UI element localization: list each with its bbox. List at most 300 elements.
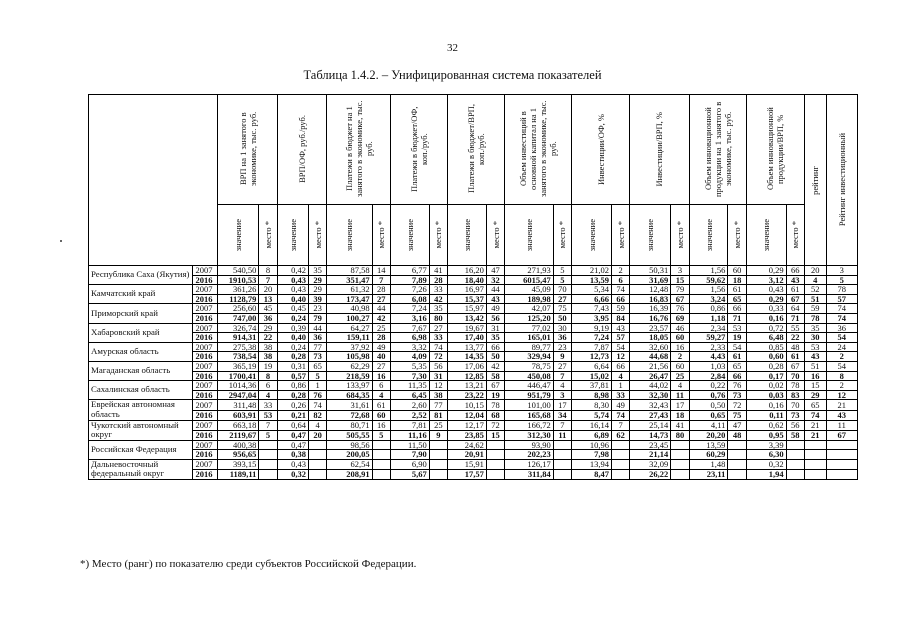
scan-speck	[60, 240, 62, 242]
value-cell: 13,94	[572, 459, 612, 469]
indicator-header	[277, 95, 327, 205]
year-cell: 2007	[192, 285, 218, 295]
indicator-title: Объем инновационной продукции на 1 занятого в экономике, тыс. руб.	[702, 101, 733, 197]
value-cell: 0,50	[689, 400, 728, 410]
table-row	[89, 323, 858, 333]
value-cell: 5,35	[390, 361, 429, 371]
value-cell: 0,38	[277, 450, 308, 460]
place-cell: 65	[728, 294, 746, 304]
place-cell: 44	[486, 285, 504, 295]
subheader-label: значение	[344, 218, 355, 251]
place-cell: 74	[611, 285, 629, 295]
value-cell: 166,72	[505, 420, 554, 430]
value-cell: 19,67	[448, 323, 487, 333]
value-cell: 23,22	[448, 390, 487, 400]
table-caption: Таблица 1.4.2. – Унифицированная система показателей	[303, 68, 602, 82]
value-cell: 20,91	[448, 450, 487, 460]
place-cell: 58	[486, 371, 504, 381]
place-cell: 61	[728, 285, 746, 295]
value-cell: 21,02	[572, 266, 612, 276]
place-cell: 30	[553, 323, 571, 333]
value-cell: 11,50	[390, 440, 429, 450]
place-cell: 58	[786, 430, 804, 440]
value-cell: 1014,36	[218, 381, 259, 391]
value-cell: 13,21	[448, 381, 487, 391]
region-name: Республика Саха (Якутия)	[89, 266, 193, 285]
place-cell: 38	[429, 390, 447, 400]
place-cell	[553, 450, 571, 460]
place-subheader	[259, 204, 277, 265]
rating-cell: 51	[804, 361, 826, 371]
rating-cell	[826, 440, 857, 450]
place-cell: 7	[611, 420, 629, 430]
indicator-title: Объем инновационной продукции/ВРП, %	[765, 107, 786, 191]
year-cell: 2016	[192, 450, 218, 460]
place-cell: 81	[429, 410, 447, 420]
value-cell: 13,59	[572, 275, 612, 285]
place-cell: 67	[671, 294, 689, 304]
place-cell: 55	[786, 323, 804, 333]
place-cell: 66	[611, 294, 629, 304]
value-cell: 101,00	[505, 400, 554, 410]
place-cell: 5	[553, 266, 571, 276]
place-cell: 42	[372, 313, 390, 323]
value-cell: 361,26	[218, 285, 259, 295]
value-cell: 0,39	[277, 323, 308, 333]
place-cell: 7	[259, 275, 277, 285]
place-subheader	[786, 204, 804, 265]
value-cell: 16,20	[448, 266, 487, 276]
value-cell: 0,76	[689, 390, 728, 400]
rating-cell: 65	[804, 400, 826, 410]
rating-cell: 16	[804, 371, 826, 381]
region-name: Российская Федерация	[89, 440, 193, 459]
value-cell: 0,42	[277, 266, 308, 276]
rating-cell: 78	[826, 285, 857, 295]
place-cell: 2	[671, 352, 689, 362]
place-cell: 16	[372, 371, 390, 381]
value-cell: 159,11	[327, 333, 372, 343]
value-cell: 311,84	[505, 469, 554, 479]
value-cell: 0,86	[277, 381, 308, 391]
table-row	[89, 400, 858, 410]
value-cell: 61,32	[327, 285, 372, 295]
indicator-title: Инвестиции/ВРП, %	[654, 112, 665, 187]
subheader-label: место *	[674, 221, 685, 249]
value-cell: 393,15	[218, 459, 259, 469]
value-cell: 78,75	[505, 361, 554, 371]
indicator-header	[218, 95, 277, 205]
place-cell: 9	[429, 430, 447, 440]
value-cell: 1189,11	[218, 469, 259, 479]
year-cell: 2016	[192, 275, 218, 285]
value-cell: 125,20	[505, 313, 554, 323]
place-cell	[553, 459, 571, 469]
value-cell: 0,32	[746, 459, 786, 469]
rating-cell: 52	[804, 285, 826, 295]
value-cell: 45,09	[505, 285, 554, 295]
place-cell: 74	[611, 410, 629, 420]
place-cell	[553, 440, 571, 450]
table-row	[89, 333, 858, 343]
rating-cell: 35	[804, 323, 826, 333]
value-cell: 275,38	[218, 342, 259, 352]
value-cell: 208,91	[327, 469, 372, 479]
rating-cell	[804, 459, 826, 469]
place-cell	[429, 450, 447, 460]
value-cell: 16,76	[630, 313, 671, 323]
place-cell: 20	[259, 285, 277, 295]
place-cell: 73	[308, 352, 326, 362]
value-cell: 1,56	[689, 266, 728, 276]
place-cell: 53	[728, 323, 746, 333]
region-name: Хабаровский край	[89, 323, 193, 342]
place-cell: 28	[429, 275, 447, 285]
place-cell: 11	[553, 430, 571, 440]
subheader-label: место *	[312, 221, 323, 249]
value-cell: 663,18	[218, 420, 259, 430]
place-cell: 4	[611, 371, 629, 381]
value-cell: 18,40	[448, 275, 487, 285]
value-cell: 365,19	[218, 361, 259, 371]
place-subheader	[372, 204, 390, 265]
table-row	[89, 469, 858, 479]
value-cell: 0,17	[746, 371, 786, 381]
place-cell: 76	[728, 381, 746, 391]
value-cell: 59,62	[689, 275, 728, 285]
value-cell: 0,60	[746, 352, 786, 362]
place-cell: 31	[429, 371, 447, 381]
place-cell: 61	[728, 352, 746, 362]
value-cell: 1910,53	[218, 275, 259, 285]
place-cell: 6	[259, 381, 277, 391]
place-cell	[259, 440, 277, 450]
value-cell: 7,67	[390, 323, 429, 333]
rating-cell: 11	[826, 420, 857, 430]
value-cell: 87,58	[327, 266, 372, 276]
rating-cell: 2	[826, 352, 857, 362]
value-cell: 2,33	[689, 342, 728, 352]
value-cell: 5,34	[572, 285, 612, 295]
place-cell	[786, 469, 804, 479]
subheader-label: значение	[287, 218, 298, 251]
place-cell: 3	[553, 390, 571, 400]
place-cell: 23	[553, 342, 571, 352]
indicator-title: Платежи в бюджет/ОФ, коп./руб.	[409, 106, 429, 192]
place-cell	[259, 450, 277, 460]
value-cell: 0,02	[746, 381, 786, 391]
place-cell: 34	[553, 410, 571, 420]
place-cell: 68	[486, 410, 504, 420]
value-cell: 6,45	[390, 390, 429, 400]
value-cell: 7,24	[572, 333, 612, 343]
header-corner	[89, 95, 218, 266]
value-cell: 12,85	[448, 371, 487, 381]
value-cell: 105,98	[327, 352, 372, 362]
place-cell: 28	[372, 285, 390, 295]
place-cell: 79	[308, 313, 326, 323]
value-cell: 540,50	[218, 266, 259, 276]
place-cell	[611, 440, 629, 450]
place-cell: 4	[308, 420, 326, 430]
place-cell: 7	[259, 420, 277, 430]
place-cell: 36	[308, 333, 326, 343]
place-cell	[671, 459, 689, 469]
value-cell: 0,26	[277, 400, 308, 410]
place-cell: 6	[611, 275, 629, 285]
place-cell: 67	[786, 294, 804, 304]
place-cell: 12	[611, 352, 629, 362]
place-cell: 13	[259, 294, 277, 304]
subheader-label: значение	[461, 218, 472, 251]
place-cell: 19	[728, 333, 746, 343]
value-cell: 32,43	[630, 400, 671, 410]
value-cell: 0,72	[746, 323, 786, 333]
place-cell: 43	[786, 275, 804, 285]
place-cell: 84	[611, 313, 629, 323]
value-cell: 0,43	[746, 285, 786, 295]
place-cell: 56	[786, 420, 804, 430]
place-cell	[553, 469, 571, 479]
year-cell: 2016	[192, 390, 218, 400]
year-cell: 2007	[192, 381, 218, 391]
rating-cell: 54	[826, 361, 857, 371]
value-cell: 0,24	[277, 313, 308, 323]
value-cell: 7,26	[390, 285, 429, 295]
value-cell: 2,52	[390, 410, 429, 420]
value-cell: 0,64	[277, 420, 308, 430]
value-cell: 0,24	[277, 342, 308, 352]
value-cell: 98,56	[327, 440, 372, 450]
value-cell: 8,98	[572, 390, 612, 400]
place-cell: 50	[486, 352, 504, 362]
table-row	[89, 294, 858, 304]
value-cell: 6,77	[390, 266, 429, 276]
place-cell: 25	[429, 420, 447, 430]
value-cell: 165,01	[505, 333, 554, 343]
place-cell: 61	[786, 285, 804, 295]
value-cell: 5,67	[390, 469, 429, 479]
rating-cell: 21	[804, 430, 826, 440]
place-cell: 33	[259, 400, 277, 410]
place-cell: 4	[671, 381, 689, 391]
place-cell: 6	[372, 381, 390, 391]
place-cell: 69	[671, 313, 689, 323]
subheader-label: место *	[557, 221, 568, 249]
value-cell: 189,98	[505, 294, 554, 304]
value-cell: 32,60	[630, 342, 671, 352]
value-cell: 0,21	[277, 410, 308, 420]
place-cell: 1	[308, 381, 326, 391]
value-cell: 505,55	[327, 430, 372, 440]
value-cell: 31,69	[630, 275, 671, 285]
value-cell: 329,94	[505, 352, 554, 362]
place-cell: 5	[259, 430, 277, 440]
place-cell	[486, 469, 504, 479]
value-cell: 4,09	[390, 352, 429, 362]
value-cell: 0,16	[746, 313, 786, 323]
value-cell: 173,47	[327, 294, 372, 304]
place-cell: 8	[259, 371, 277, 381]
value-cell: 37,92	[327, 342, 372, 352]
place-cell: 82	[308, 410, 326, 420]
place-cell: 15	[486, 430, 504, 440]
value-cell: 0,47	[277, 430, 308, 440]
value-cell: 14,73	[630, 430, 671, 440]
rating-cell: 54	[826, 333, 857, 343]
value-cell: 77,02	[505, 323, 554, 333]
rating-cell: 3	[826, 266, 857, 276]
value-cell: 951,79	[505, 390, 554, 400]
place-cell: 33	[429, 333, 447, 343]
place-cell	[671, 450, 689, 460]
value-cell: 3,32	[390, 342, 429, 352]
value-cell: 1,18	[689, 313, 728, 323]
year-cell: 2007	[192, 459, 218, 469]
place-cell: 45	[259, 304, 277, 314]
subheader-label: место *	[433, 221, 444, 249]
value-cell: 59,27	[689, 333, 728, 343]
place-cell: 33	[429, 285, 447, 295]
value-cell: 23,85	[448, 430, 487, 440]
place-cell: 64	[786, 304, 804, 314]
place-cell: 14	[372, 266, 390, 276]
rating-cell: 5	[826, 275, 857, 285]
rating-cell	[804, 450, 826, 460]
place-cell: 76	[671, 304, 689, 314]
subheader-label: значение	[586, 218, 597, 251]
place-cell: 25	[671, 371, 689, 381]
place-cell: 66	[728, 371, 746, 381]
place-cell: 4	[259, 390, 277, 400]
place-cell: 27	[553, 294, 571, 304]
value-cell: 16,14	[572, 420, 612, 430]
place-subheader	[611, 204, 629, 265]
place-cell: 32	[486, 275, 504, 285]
place-cell	[372, 469, 390, 479]
table-row	[89, 390, 858, 400]
value-cell: 0,29	[746, 266, 786, 276]
place-cell: 50	[553, 313, 571, 323]
place-cell: 5	[372, 430, 390, 440]
year-cell: 2007	[192, 440, 218, 450]
place-cell	[486, 450, 504, 460]
place-cell: 73	[786, 410, 804, 420]
place-cell	[728, 440, 746, 450]
rating-cell: 21	[826, 400, 857, 410]
rating-cell: 43	[804, 352, 826, 362]
place-cell	[259, 469, 277, 479]
value-cell: 25,14	[630, 420, 671, 430]
place-cell: 60	[671, 333, 689, 343]
place-cell: 47	[486, 266, 504, 276]
table-row	[89, 450, 858, 460]
value-cell: 15,02	[572, 371, 612, 381]
value-cell: 603,91	[218, 410, 259, 420]
indicator-header	[572, 95, 630, 205]
indicator-header	[630, 95, 689, 205]
indicator-header	[448, 95, 505, 205]
value-cell: 133,97	[327, 381, 372, 391]
subheader-label: место *	[376, 221, 387, 249]
place-cell: 29	[259, 323, 277, 333]
value-cell: 0,29	[746, 294, 786, 304]
value-cell: 6,66	[572, 294, 612, 304]
value-cell: 0,86	[689, 304, 728, 314]
value-cell: 4,11	[689, 420, 728, 430]
value-cell: 42,07	[505, 304, 554, 314]
subheader-label: значение	[645, 218, 656, 251]
value-cell: 31,61	[327, 400, 372, 410]
rating-cell: 4	[804, 275, 826, 285]
place-cell: 39	[308, 294, 326, 304]
rating-cell	[804, 469, 826, 479]
value-cell: 11,16	[390, 430, 429, 440]
value-cell: 684,35	[327, 390, 372, 400]
place-cell: 18	[728, 275, 746, 285]
value-cell: 17,57	[448, 469, 487, 479]
place-cell	[429, 440, 447, 450]
value-cell: 738,54	[218, 352, 259, 362]
indicator-title: ВРП на 1 занятого в экономике, тыс. руб.	[237, 112, 258, 187]
place-cell: 36	[553, 333, 571, 343]
indicator-header	[746, 95, 804, 205]
value-cell: 4,43	[689, 352, 728, 362]
place-cell: 79	[671, 285, 689, 295]
value-subheader	[277, 204, 308, 265]
region-name: Еврейская автономная область	[89, 400, 193, 420]
value-cell: 23,11	[689, 469, 728, 479]
value-cell: 256,60	[218, 304, 259, 314]
rating-cell	[826, 469, 857, 479]
place-cell: 33	[611, 390, 629, 400]
value-cell: 9,19	[572, 323, 612, 333]
place-cell: 80	[429, 313, 447, 323]
value-cell: 40,98	[327, 304, 372, 314]
value-cell: 0,11	[746, 410, 786, 420]
place-cell: 46	[671, 323, 689, 333]
place-cell: 67	[486, 381, 504, 391]
place-cell: 54	[728, 342, 746, 352]
value-cell: 326,74	[218, 323, 259, 333]
value-cell: 12,48	[630, 285, 671, 295]
place-cell: 19	[486, 390, 504, 400]
table-row	[89, 352, 858, 362]
place-cell	[308, 450, 326, 460]
place-cell: 4	[372, 390, 390, 400]
table-row	[89, 285, 858, 295]
place-cell: 7	[372, 275, 390, 285]
subheader-label: место *	[732, 221, 743, 249]
value-cell: 6,08	[390, 294, 429, 304]
place-cell: 48	[786, 342, 804, 352]
region-name: Камчатский край	[89, 285, 193, 304]
place-cell: 41	[671, 420, 689, 430]
value-cell: 202,23	[505, 450, 554, 460]
place-cell	[728, 459, 746, 469]
value-cell: 12,17	[448, 420, 487, 430]
value-cell: 93,90	[505, 440, 554, 450]
value-cell: 6,98	[390, 333, 429, 343]
value-cell: 7,98	[572, 450, 612, 460]
value-cell: 8,47	[572, 469, 612, 479]
place-cell: 35	[308, 266, 326, 276]
value-cell: 0,62	[746, 420, 786, 430]
place-cell: 27	[553, 361, 571, 371]
rating-invest-title: Рейтинг инвестиционный	[836, 133, 847, 227]
value-cell: 13,42	[448, 313, 487, 323]
place-cell: 70	[786, 371, 804, 381]
